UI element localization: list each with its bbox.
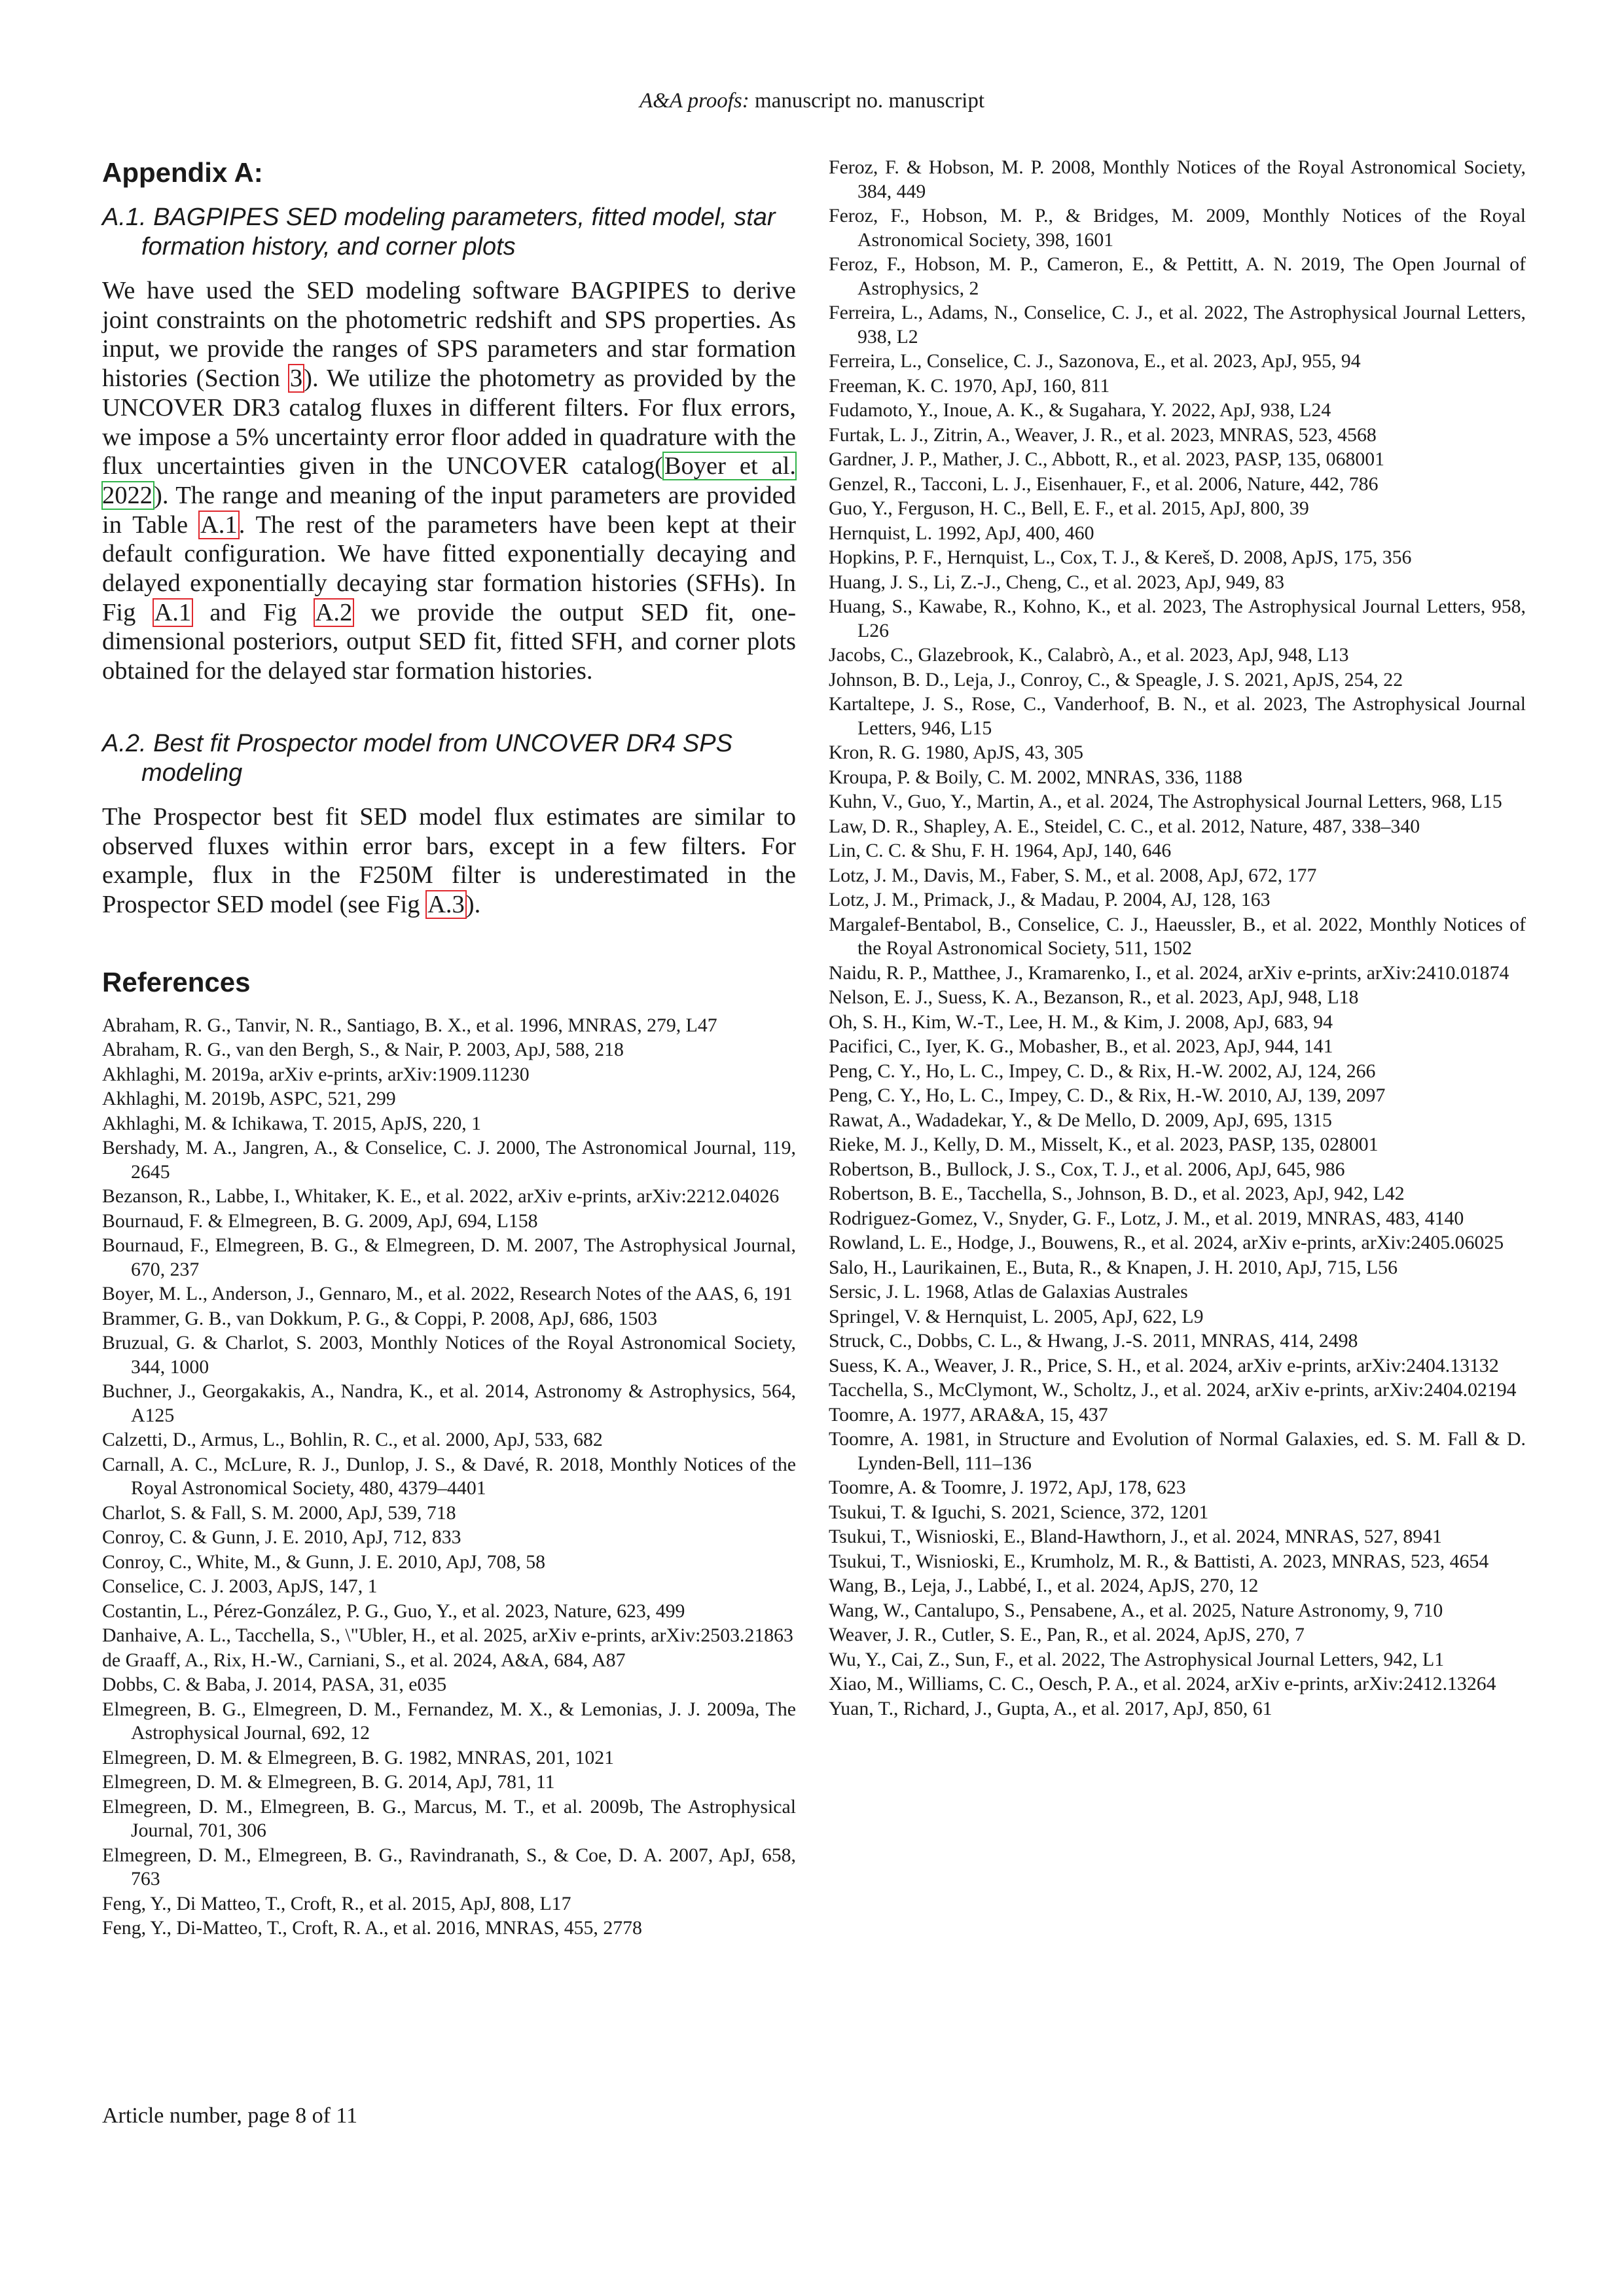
reference-entry: Conroy, C., White, M., & Gunn, J. E. 2010, ApJ, 708, 58 <box>102 1551 546 1573</box>
reference-entry: Calzetti, D., Armus, L., Bohlin, R. C., et al. 2000, ApJ, 533, 682 <box>102 1429 603 1451</box>
figure-a2-link[interactable]: A.2 <box>315 598 353 626</box>
reference-entry: Rowland, L. E., Hodge, J., Bouwens, R., et al. 2024, arXiv e-prints, arXiv:2405.06025 <box>829 1232 1504 1253</box>
reference-entry: Struck, C., Dobbs, C. L., & Hwang, J.-S. 2011, MNRAS, 414, 2498 <box>829 1330 1358 1352</box>
reference-entry: Kartaltepe, J. S., Rose, C., Vanderhoof, B. N., et al. 2023, The Astrophysical Journal Letters, 946, L15 <box>829 693 1526 739</box>
reference-entry: Lotz, J. M., Davis, M., Faber, S. M., et al. 2008, ApJ, 672, 177 <box>829 864 1317 886</box>
right-column <box>829 157 1526 1721</box>
reference-entry: Wang, W., Cantalupo, S., Pensabene, A., et al. 2025, Nature Astronomy, 9, 710 <box>829 1599 1443 1621</box>
table-a1-link[interactable]: A.1 <box>200 511 238 539</box>
reference-entry: Salo, H., Laurikainen, E., Buta, R., & Knapen, J. H. 2010, ApJ, 715, L56 <box>829 1256 1398 1278</box>
reference-entry: Naidu, R. P., Matthee, J., Kramarenko, I., et al. 2024, arXiv e-prints, arXiv:2410.01874 <box>829 961 1509 984</box>
reference-entry: Danhaive, A. L., Tacchella, S., \"Ubler, H., et al. 2025, arXiv e-prints, arXiv:2503.21863 <box>102 1624 793 1647</box>
reference-entry: Hopkins, P. F., Hernquist, L., Cox, T. J., & Kereš, D. 2008, ApJS, 175, 356 <box>829 547 1412 568</box>
a1-text-2: ). We utilize the photometry as provided by the UNCOVER DR3 catalog fluxes in different filters. For flux errors, we impose a 5% uncertainty error floor added in quadrature with the flux uncertainties given in the UNCOVER catalog( <box>102 365 796 480</box>
reference-entry: Bruzual, G. & Charlot, S. 2003, Monthly Notices of the Royal Astronomical Society, 344, 1000 <box>102 1332 796 1378</box>
reference-entry: Costantin, L., Pérez-González, P. G., Guo, Y., et al. 2023, Nature, 623, 499 <box>102 1600 685 1622</box>
reference-entry: Elmegreen, D. M. & Elmegreen, B. G. 1982, MNRAS, 201, 1021 <box>102 1746 615 1768</box>
a1-text-3: ). The range and meaning of the input parameters are provided in Table <box>102 481 796 539</box>
reference-entry: Feng, Y., Di Matteo, T., Croft, R., et al. 2015, ApJ, 808, L17 <box>102 1892 571 1914</box>
reference-entry: Jacobs, C., Glazebrook, K., Calabrò, A., et al. 2023, ApJ, 948, L13 <box>829 644 1349 666</box>
a1-text-6: we provide the output SED fit, one-dimensional posteriors, output SED fit, fitted SFH, and corner plots obtained for the delayed star formation histories. <box>102 598 797 685</box>
reference-entry: Law, D. R., Shapley, A. E., Steidel, C. C., et al. 2012, Nature, 487, 338–340 <box>829 815 1420 837</box>
reference-entry: Ferreira, L., Adams, N., Conselice, C. J., et al. 2022, The Astrophysical Journal Letters, 938, L2 <box>829 302 1526 348</box>
reference-entry: Elmegreen, D. M., Elmegreen, B. G., Ravindranath, S., & Coe, D. A. 2007, ApJ, 658, 763 <box>102 1844 796 1890</box>
section-a1-paragraph <box>102 276 796 686</box>
reference-entry: Bershady, M. A., Jangren, A., & Conselice, C. J. 2000, The Astronomical Journal, 119, 2645 <box>102 1137 796 1183</box>
reference-entry: Conselice, C. J. 2003, ApJS, 147, 1 <box>102 1575 378 1598</box>
reference-entry: Lin, C. C. & Shu, F. H. 1964, ApJ, 140, 646 <box>829 840 1172 861</box>
reference-entry: Nelson, E. J., Suess, K. A., Bezanson, R., et al. 2023, ApJ, 948, L18 <box>829 986 1359 1008</box>
page-footer: Article number, page 8 of 11 <box>102 2104 358 2128</box>
reference-entry: Feroz, F., Hobson, M. P., & Bridges, M. 2009, Monthly Notices of the Royal Astronomical Society, 398, 1601 <box>829 205 1526 251</box>
section-a2-paragraph <box>102 802 796 920</box>
left-column <box>102 157 796 1941</box>
reference-entry: Carnall, A. C., McLure, R. J., Dunlop, J. S., & Davé, R. 2018, Monthly Notices of the Royal Astronomical Society, 480, 4379–4401 <box>102 1453 796 1499</box>
reference-entry: Tacchella, S., McClymont, W., Scholtz, J., et al. 2024, arXiv e-prints, arXiv:2404.02194 <box>829 1379 1517 1401</box>
reference-entry: Robertson, B. E., Tacchella, S., Johnson, B. D., et al. 2023, ApJ, 942, L42 <box>829 1183 1405 1204</box>
a2-text-2: ). <box>465 890 481 918</box>
reference-entry: Fudamoto, Y., Inoue, A. K., & Sugahara, Y. 2022, ApJ, 938, L24 <box>829 399 1331 421</box>
section-a1-title: A.1. BAGPIPES SED modeling parameters, fitted model, star formation history, and corner plots <box>102 204 776 260</box>
reference-entry: Wang, B., Leja, J., Labbé, I., et al. 2024, ApJS, 270, 12 <box>829 1575 1259 1596</box>
a1-text-4: . The rest of the parameters have been kept at their default configuration. We have fitted exponentially decaying and delayed exponentially decaying star formation histories (SFHs). In Fig <box>102 511 796 626</box>
reference-entry: Margalef-Bentabol, B., Conselice, C. J., Haeussler, B., et al. 2022, Monthly Notices of the Royal Astronomical Society, 511, 1502 <box>829 913 1526 959</box>
reference-entry: Akhlaghi, M. 2019a, arXiv e-prints, arXiv:1909.11230 <box>102 1063 530 1085</box>
references-list-left <box>102 1014 796 1941</box>
reference-entry: Rawat, A., Wadadekar, Y., & De Mello, D. 2009, ApJ, 695, 1315 <box>829 1109 1332 1131</box>
reference-entry: Freeman, K. C. 1970, ApJ, 160, 811 <box>829 374 1110 397</box>
a1-text-5: and Fig <box>192 598 314 626</box>
reference-entry: Wu, Y., Cai, Z., Sun, F., et al. 2022, The Astrophysical Journal Letters, 942, L1 <box>829 1648 1445 1670</box>
boyer-2022-citation-link[interactable]: Boyer et al. 2022 <box>102 452 796 509</box>
reference-entry: Peng, C. Y., Ho, L. C., Impey, C. D., & Rix, H.-W. 2002, AJ, 124, 266 <box>829 1060 1376 1082</box>
reference-entry: Rodriguez-Gomez, V., Snyder, G. F., Lotz, J. M., et al. 2019, MNRAS, 483, 4140 <box>829 1207 1464 1229</box>
reference-entry: Elmegreen, B. G., Elmegreen, D. M., Fernandez, M. X., & Lemonias, J. J. 2009a, The Astrophysical Journal, 692, 12 <box>102 1698 796 1744</box>
reference-entry: Akhlaghi, M. 2019b, ASPC, 521, 299 <box>102 1088 396 1110</box>
reference-entry: Suess, K. A., Weaver, J. R., Price, S. H., et al. 2024, arXiv e-prints, arXiv:2404.13132 <box>829 1354 1499 1376</box>
reference-entry: Johnson, B. D., Leja, J., Conroy, C., & Speagle, J. S. 2021, ApJS, 254, 22 <box>829 668 1403 691</box>
reference-entry: Akhlaghi, M. & Ichikawa, T. 2015, ApJS, 220, 1 <box>102 1112 482 1134</box>
appendix-title: Appendix A: <box>102 157 263 188</box>
reference-entry: Hernquist, L. 1992, ApJ, 400, 460 <box>829 522 1094 544</box>
reference-entry: Feng, Y., Di-Matteo, T., Croft, R. A., et al. 2016, MNRAS, 455, 2778 <box>102 1917 642 1939</box>
reference-entry: Charlot, S. & Fall, S. M. 2000, ApJ, 539, 718 <box>102 1501 456 1524</box>
reference-entry: Pacifici, C., Iyer, K. G., Mobasher, B., et al. 2023, ApJ, 944, 141 <box>829 1035 1333 1057</box>
reference-entry: Bournaud, F. & Elmegreen, B. G. 2009, ApJ, 694, L158 <box>102 1210 538 1232</box>
figure-a1-link[interactable]: A.1 <box>154 598 192 626</box>
reference-entry: Huang, S., Kawabe, R., Kohno, K., et al. 2023, The Astrophysical Journal Letters, 958, L26 <box>829 596 1526 641</box>
reference-entry: Conroy, C. & Gunn, J. E. 2010, ApJ, 712, 833 <box>102 1526 461 1549</box>
reference-entry: Xiao, M., Williams, C. C., Oesch, P. A., et al. 2024, arXiv e-prints, arXiv:2412.13264 <box>829 1673 1496 1695</box>
reference-entry: Ferreira, L., Conselice, C. J., Sazonova, E., et al. 2023, ApJ, 955, 94 <box>829 350 1361 372</box>
reference-entry: Springel, V. & Hernquist, L. 2005, ApJ, 622, L9 <box>829 1305 1204 1327</box>
reference-entry: Oh, S. H., Kim, W.-T., Lee, H. M., & Kim, J. 2008, ApJ, 683, 94 <box>829 1011 1333 1033</box>
reference-entry: Peng, C. Y., Ho, L. C., Impey, C. D., & Rix, H.-W. 2010, AJ, 139, 2097 <box>829 1085 1386 1106</box>
reference-entry: Lotz, J. M., Primack, J., & Madau, P. 2004, AJ, 128, 163 <box>829 889 1271 910</box>
reference-entry: Toomre, A. 1981, in Structure and Evolution of Normal Galaxies, ed. S. M. Fall & D. Lynden-Bell, 111–136 <box>829 1428 1526 1474</box>
reference-entry: Boyer, M. L., Anderson, J., Gennaro, M., et al. 2022, Research Notes of the AAS, 6, 191 <box>102 1283 793 1305</box>
reference-entry: Elmegreen, D. M. & Elmegreen, B. G. 2014, ApJ, 781, 11 <box>102 1771 555 1793</box>
reference-entry: Dobbs, C. & Baba, J. 2014, PASA, 31, e035 <box>102 1674 447 1696</box>
reference-entry: Gardner, J. P., Mather, J. C., Abbott, R., et al. 2023, PASP, 135, 068001 <box>829 448 1385 470</box>
reference-entry: Furtak, L. J., Zitrin, A., Weaver, J. R., et al. 2023, MNRAS, 523, 4568 <box>829 423 1377 446</box>
reference-entry: Toomre, A. 1977, ARA&A, 15, 437 <box>829 1403 1108 1426</box>
a1-text-1: We have used the SED modeling software BAGPIPES to derive joint constraints on the photometric redshift and SPS properties. As input, we provide the ranges of SPS parameters and star formation histories (Section <box>102 277 796 393</box>
running-header-journal: A&A proofs: <box>639 89 749 113</box>
running-header <box>0 89 1624 113</box>
reference-entry: Abraham, R. G., van den Bergh, S., & Nair, P. 2003, ApJ, 588, 218 <box>102 1039 624 1061</box>
reference-entry: Tsukui, T. & Iguchi, S. 2021, Science, 372, 1201 <box>829 1501 1209 1523</box>
reference-entry: Weaver, J. R., Cutler, S. E., Pan, R., et al. 2024, ApJS, 270, 7 <box>829 1624 1305 1645</box>
reference-entry: Feroz, F., Hobson, M. P., Cameron, E., & Pettitt, A. N. 2019, The Open Journal of Astrophysics, 2 <box>829 253 1526 299</box>
reference-entry: Elmegreen, D. M., Elmegreen, B. G., Marcus, M. T., et al. 2009b, The Astrophysical Journal, 701, 306 <box>102 1795 796 1842</box>
reference-entry: Tsukui, T., Wisnioski, E., Bland-Hawthorn, J., et al. 2024, MNRAS, 527, 8941 <box>829 1526 1442 1547</box>
reference-entry: Genzel, R., Tacconi, L. J., Eisenhauer, F., et al. 2006, Nature, 442, 786 <box>829 473 1379 495</box>
reference-entry: Abraham, R. G., Tanvir, N. R., Santiago, B. X., et al. 1996, MNRAS, 279, L47 <box>102 1014 717 1036</box>
reference-entry: Yuan, T., Richard, J., Gupta, A., et al. 2017, ApJ, 850, 61 <box>829 1697 1272 1719</box>
section-3-link[interactable]: 3 <box>289 365 303 393</box>
reference-entry: Guo, Y., Ferguson, H. C., Bell, E. F., et al. 2015, ApJ, 800, 39 <box>829 497 1309 519</box>
reference-entry: Buchner, J., Georgakakis, A., Nandra, K., et al. 2014, Astronomy & Astrophysics, 564, A125 <box>102 1380 796 1426</box>
reference-entry: Brammer, G. B., van Dokkum, P. G., & Coppi, P. 2008, ApJ, 686, 1503 <box>102 1307 658 1329</box>
section-a2-title: A.2. Best fit Prospector model from UNCOVER DR4 SPS modeling <box>102 729 732 787</box>
reference-entry: Bournaud, F., Elmegreen, B. G., & Elmegreen, D. M. 2007, The Astrophysical Journal, 670, 237 <box>102 1234 796 1280</box>
reference-entry: Kron, R. G. 1980, ApJS, 43, 305 <box>829 742 1084 763</box>
running-header-manuscript: manuscript no. manuscript <box>749 89 985 113</box>
reference-entry: Tsukui, T., Wisnioski, E., Krumholz, M. R., & Battisti, A. 2023, MNRAS, 523, 4654 <box>829 1550 1489 1572</box>
reference-entry: Huang, J. S., Li, Z.-J., Cheng, C., et al. 2023, ApJ, 949, 83 <box>829 571 1285 593</box>
reference-entry: Feroz, F. & Hobson, M. P. 2008, Monthly Notices of the Royal Astronomical Society, 384, 449 <box>829 156 1526 202</box>
a2-text-1: The Prospector best fit SED model flux estimates are similar to observed fluxes within error bars, except in a few filters. For example, flux in the F250M filter is underestimated in the Prospector SED model (see Fig <box>102 802 796 918</box>
reference-entry: Sersic, J. L. 1968, Atlas de Galaxias Australes <box>829 1281 1188 1302</box>
reference-entry: Rieke, M. J., Kelly, D. M., Misselt, K., et al. 2023, PASP, 135, 028001 <box>829 1134 1379 1155</box>
figure-a3-link[interactable]: A.3 <box>427 890 465 918</box>
reference-entry: Kuhn, V., Guo, Y., Martin, A., et al. 2024, The Astrophysical Journal Letters, 968, L15 <box>829 791 1502 812</box>
references-title: References <box>102 966 251 997</box>
references-list-right <box>829 156 1526 1721</box>
reference-entry: Kroupa, P. & Boily, C. M. 2002, MNRAS, 336, 1188 <box>829 766 1242 788</box>
reference-entry: de Graaff, A., Rix, H.-W., Carniani, S., et al. 2024, A&A, 684, A87 <box>102 1649 626 1671</box>
reference-entry: Toomre, A. & Toomre, J. 1972, ApJ, 178, 623 <box>829 1477 1186 1498</box>
reference-entry: Robertson, B., Bullock, J. S., Cox, T. J., et al. 2006, ApJ, 645, 986 <box>829 1158 1345 1180</box>
reference-entry: Bezanson, R., Labbe, I., Whitaker, K. E., et al. 2022, arXiv e-prints, arXiv:2212.04026 <box>102 1185 780 1208</box>
